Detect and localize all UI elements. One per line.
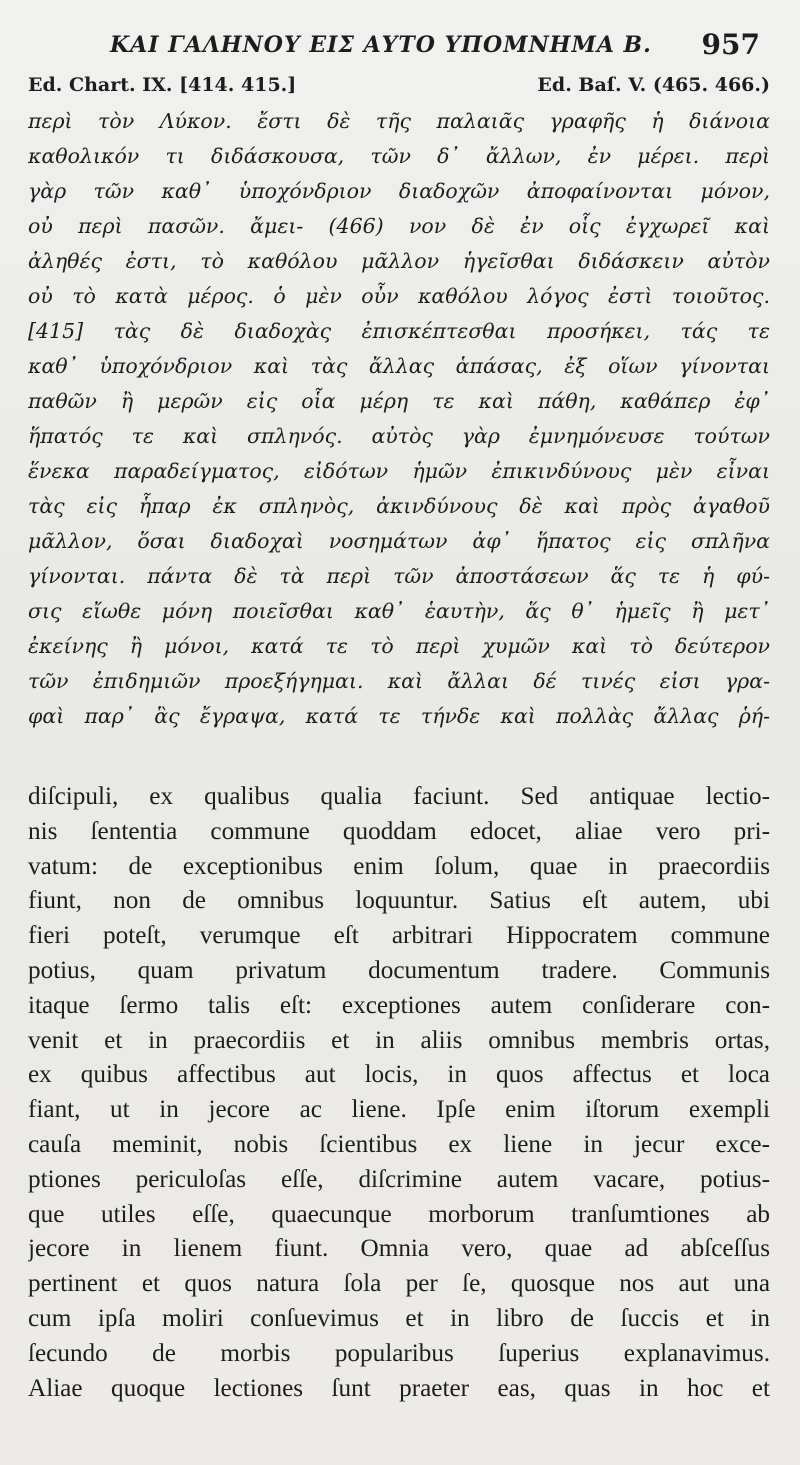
greek-line: ἕνεκα παραδείγματος, εἰδότων ἡμῶν ἐπικινδύνους μὲν εἶναι (28, 459, 770, 483)
edition-reference-line (28, 74, 770, 104)
edition-basel-reference: Ed. Baſ. V. (465. 466.) (537, 74, 770, 96)
latin-line: fiunt, non de omnibus loquuntur. Satius eſt autem, ubi (28, 887, 770, 915)
latin-line: pertinent et quos natura ſola per ſe, quosque nos aut una (28, 1270, 770, 1298)
greek-line: περὶ τὸν Λύκον. ἔστι δὲ τῆς παλαιᾶς γραφῆς ἡ διάνοια (28, 109, 770, 133)
latin-line: venit et in praecordiis et in aliis omnibus membris ortas, (28, 1026, 770, 1054)
latin-line: cum ipſa moliri conſuevimus et in libro de ſuccis et in (28, 1304, 770, 1332)
latin-line: itaque ſermo talis eſt: exceptiones autem conſiderare con- (28, 991, 770, 1019)
greek-line: ἐκείνης ἢ μόνοι, κατά τε τὸ περὶ χυμῶν καὶ τὸ δεύτερον (28, 634, 770, 658)
greek-line: σις εἴωθε μόνη ποιεῖσθαι καθ᾽ ἑαυτὴν, ἅς θ᾽ ἡμεῖς ἢ μετ᾽ (28, 599, 770, 623)
greek-line: [415] τὰς δὲ διαδοχὰς ἐπισκέπτεσθαι προσήκει, τάς τε (28, 319, 770, 343)
latin-line: jecore in lienem fiunt. Omnia vero, quae ad abſceſſus (28, 1235, 770, 1263)
greek-line: ἀληθές ἐστι, τὸ καθόλου μᾶλλον ἡγεῖσθαι διδάσκειν αὐτὸν (28, 249, 770, 273)
greek-line: οὐ περὶ πασῶν. ἄμει- (466) νον δὲ ἐν οἷς ἐγχωρεῖ καὶ (28, 214, 770, 238)
latin-text-block (28, 780, 770, 1406)
greek-line: καθολικόν τι διδάσκουσα, τῶν δ᾽ ἄλλων, ἐν μέρει. περὶ (28, 144, 770, 168)
greek-text-block (28, 104, 770, 734)
latin-line: potius, quam privatum documentum tradere. Communis (28, 956, 770, 984)
latin-line: diſcipuli, ex qualibus qualia faciunt. Sed antiquae lectio- (28, 783, 770, 810)
greek-line: παθῶν ἢ μερῶν εἰς οἷα μέρη τε καὶ πάθη, καθάπερ ἐφ᾽ (28, 389, 770, 413)
running-head (110, 26, 760, 66)
latin-line: Aliae quoque lectiones ſunt praeter eas, quas in hoc et (28, 1374, 770, 1402)
latin-line: nis ſententia commune quoddam edocet, aliae vero pri- (28, 817, 770, 845)
greek-line: τῶν ἐπιδημιῶν προεξήγημαι. καὶ ἄλλαι δέ τινές εἰσι γρα- (28, 669, 770, 693)
latin-line: ptiones periculoſas eſſe, diſcrimine autem vacare, potius- (28, 1165, 770, 1193)
page-number: 957 (701, 28, 760, 61)
greek-line: γίνονται. πάντα δὲ τὰ περὶ τῶν ἀποστάσεων ἅς τε ἡ φύ- (28, 564, 770, 588)
latin-line: que utiles eſſe, quaecunque morborum tranſumtiones ab (28, 1200, 770, 1228)
latin-line: ſecundo de morbis popularibus ſuperius explanavimus. (28, 1339, 770, 1367)
greek-line: ἥπατός τε καὶ σπληνός. αὐτὸς γὰρ ἐμνημόνευσε τούτων (28, 424, 770, 448)
greek-line: καθ᾽ ὑποχόνδριον καὶ τὰς ἄλλας ἁπάσας, ἐξ οἵων γίνονται (28, 354, 770, 378)
latin-line: fieri poteſt, verumque eſt arbitrari Hippocratem commune (28, 922, 770, 950)
greek-line: γὰρ τῶν καθ᾽ ὑποχόνδριον διαδοχῶν ἀποφαίνονται μόνον, (28, 179, 770, 203)
latin-line: cauſa meminit, nobis ſcientibus ex liene in jecur exce- (28, 1130, 770, 1158)
latin-line: vatum: de exceptionibus enim ſolum, quae in praecordiis (28, 852, 770, 880)
latin-line: fiant, ut in jecore ac liene. Ipſe enim iſtorum exempli (28, 1096, 770, 1124)
greek-line: τὰς εἰς ἧπαρ ἐκ σπληνὸς, ἀκινδύνους δὲ καὶ πρὸς ἀγαθοῦ (28, 494, 770, 518)
edition-chart-reference: Ed. Chart. IX. [414. 415.] (28, 74, 297, 96)
latin-line: ex quibus affectibus aut locis, in quos affectus et loca (28, 1061, 770, 1089)
greek-line: οὐ τὸ κατὰ μέρος. ὁ μὲν οὖν καθόλου λόγος ἐστὶ τοιοῦτος. (28, 284, 770, 308)
greek-line: φαὶ παρ᾽ ἃς ἔγραψα, κατά τε τήνδε καὶ πολλὰς ἄλλας ῥή- (28, 704, 770, 728)
running-title: ΚΑΙ ΓΑΛΗΝΟΥ ΕΙΣ ΑΥΤΟ ΥΠΟΜΝΗΜΑ Β. (110, 32, 652, 58)
greek-line: μᾶλλον, ὅσαι διαδοχαὶ νοσημάτων ἀφ᾽ ἥπατος εἰς σπλῆνα (28, 529, 770, 553)
